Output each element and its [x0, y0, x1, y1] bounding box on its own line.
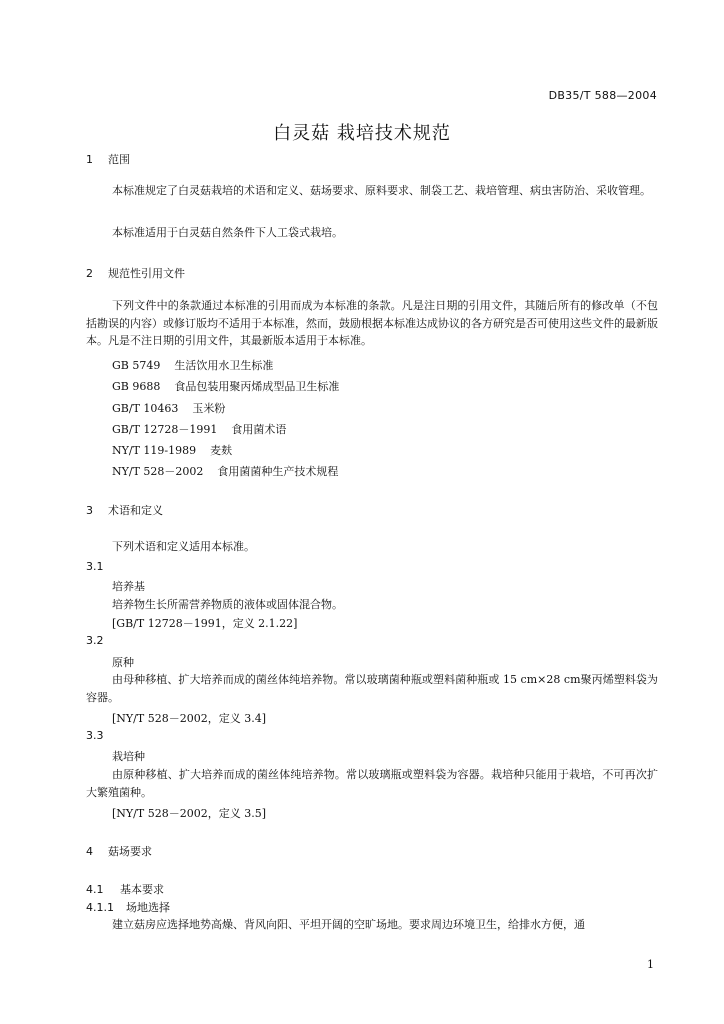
term-name: 栽培种: [112, 750, 145, 763]
reference-code: GB 5749: [112, 359, 161, 372]
section-title: 基本要求: [120, 883, 164, 896]
term-source: [NY/T 528－2002，定义 3.5]: [112, 807, 266, 820]
term-definition: 由母种移植、扩大培养而成的菌丝体纯培养物。常以玻璃菌种瓶或塑料菌种瓶或 15 cm×28 cm聚丙烯塑料袋为容器。: [86, 673, 658, 704]
term-definition: 由原种移植、扩大培养而成的菌丝体纯培养物。常以玻璃瓶或塑料袋为容器。栽培种只能用于栽培，不可再次扩大繁殖菌种。: [86, 768, 658, 799]
section-number: 1: [86, 153, 93, 166]
reference-name: 麦麸: [210, 444, 233, 457]
term-source: [GB/T 12728－1991，定义 2.1.22]: [112, 617, 298, 630]
section-title: 术语和定义: [108, 504, 163, 517]
section-1-paragraph-1: 本标准规定了白灵菇栽培的术语和定义、菇场要求、原料要求、制袋工艺、栽培管理、病虫害防治、采收管理。: [112, 184, 651, 197]
section-1-paragraph-2: 本标准适用于白灵菇自然条件下人工袋式栽培。: [112, 226, 343, 239]
section-4-paragraph: 建立菇房应选择地势高燥、背风向阳、平坦开阔的空旷场地。要求周边环境卫生，给排水方便，通: [112, 918, 585, 931]
reference-item: [112, 442, 232, 458]
section-4-1-heading: [86, 881, 164, 897]
section-3-heading: [86, 502, 163, 518]
reference-name: 食品包装用聚丙烯成型品卫生标准: [174, 380, 340, 393]
reference-item: [112, 400, 225, 416]
section-number: 2: [86, 267, 93, 280]
page-number: 1: [647, 958, 654, 971]
section-title: 规范性引用文件: [108, 267, 185, 280]
reference-item: [112, 378, 339, 394]
standard-code: DB35/T 588—2004: [548, 89, 657, 102]
section-1-heading: [86, 151, 130, 167]
section-number: 4.1.1: [86, 901, 114, 914]
section-3-paragraph: 下列术语和定义适用本标准。: [112, 540, 255, 553]
reference-item: [112, 463, 338, 479]
reference-code: GB 9688: [112, 380, 161, 393]
term-name: 原种: [112, 656, 134, 669]
term-definition: 培养物生长所需营养物质的液体或固体混合物。: [112, 598, 343, 611]
section-2-paragraph: 下列文件中的条款通过本标准的引用而成为本标准的条款。凡是注日期的引用文件，其随后所有的修改单（不包括勘误的内容）或修订版均不适用于本标准，然而，鼓励根据本标准达成协议的各方研究是否可使用这些文件的最新版本。凡是不注日期的引用文件，其最新版本适用于本标准。: [86, 299, 658, 347]
term-source: [NY/T 528－2002，定义 3.4]: [112, 712, 266, 725]
reference-code: GB/T 10463: [112, 402, 179, 415]
reference-code: NY/T 528－2002: [112, 465, 204, 478]
reference-name: 生活饮用水卫生标准: [174, 359, 274, 372]
reference-name: 食用菌菌种生产技术规程: [217, 465, 339, 478]
term-number: 3.3: [86, 729, 104, 742]
section-4-1-1-heading: [86, 899, 170, 915]
term-number: 3.2: [86, 634, 104, 647]
section-title: 菇场要求: [108, 845, 152, 858]
reference-code: GB/T 12728－1991: [112, 423, 218, 436]
section-2-heading: [86, 265, 185, 281]
section-number: 3: [86, 504, 93, 517]
section-4-heading: [86, 843, 152, 859]
reference-name: 玉米粉: [192, 402, 226, 415]
term-number: 3.1: [86, 560, 104, 573]
reference-item: [112, 421, 286, 437]
section-number: 4.1: [86, 883, 104, 896]
reference-name: 食用菌术语: [231, 423, 287, 436]
document-title: 白灵菇 栽培技术规范: [273, 123, 451, 144]
section-title: 范围: [108, 153, 130, 166]
section-number: 4: [86, 845, 93, 858]
reference-code: NY/T 119-1989: [112, 444, 197, 457]
section-title: 场地选择: [126, 901, 170, 914]
term-name: 培养基: [112, 580, 145, 593]
reference-item: [112, 357, 273, 373]
